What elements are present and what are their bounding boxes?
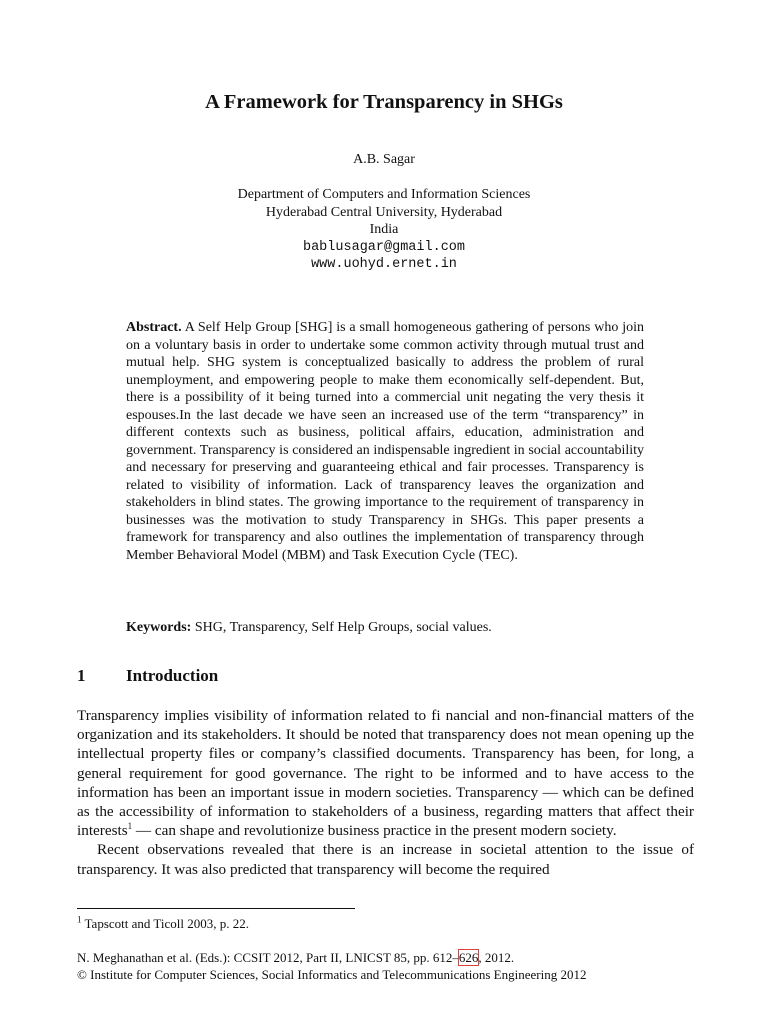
affiliation-country: India — [369, 222, 399, 237]
section-heading — [77, 666, 218, 686]
footnote-text: Tapscott and Ticoll 2003, p. 22. — [81, 916, 249, 931]
keywords — [126, 620, 644, 636]
author-email: bablusagar@gmail.com — [302, 239, 466, 255]
abstract-label: Abstract. — [126, 320, 182, 335]
page-link[interactable]: 626 — [458, 950, 479, 965]
author-affiliation — [0, 186, 768, 274]
citation-year: , 2012. — [478, 950, 515, 965]
introduction-body — [77, 706, 694, 879]
author-website: www.uohyd.ernet.in — [311, 257, 457, 272]
keywords-text: SHG, Transparency, Self Help Groups, social values. — [194, 620, 492, 635]
section-title: Introduction — [126, 666, 219, 685]
intro-p1-text: Transparency implies visibility of information related to fi nancial and non-financial matters of the organization and its stakeholders. It should be noted that transparency does not mean opening up the intellectual property files or company’s classified documents. Transparency has been, for long, a general requirement for good governance. The right to be informed and to have access to the information has been an important issue in modern societies. Transparency — which can be defined as the accessibility of information to stakeholders of a business, regarding matters that affect their interests — [77, 707, 694, 840]
keywords-label: Keywords: — [126, 620, 192, 635]
section-number: 1 — [77, 666, 86, 685]
citation-footer — [77, 950, 586, 983]
footnote-reference[interactable]: 1 — [127, 821, 133, 832]
footnote-mark: 1 — [77, 914, 82, 925]
paper-title: A Framework for Transparency in SHGs — [205, 91, 563, 113]
citation-text: N. Meghanathan et al. (Eds.): CCSIT 2012, Part II, LNICST 85, pp. 612– — [77, 950, 459, 965]
affiliation-department: Department of Computers and Information Sciences — [237, 187, 531, 202]
footnote — [77, 916, 249, 932]
citation-line — [77, 950, 586, 967]
author-name: A.B. Sagar — [353, 152, 415, 167]
intro-p1-text-end: — can shape and revolutionize business practice in the present modern society. — [132, 822, 617, 840]
footnote-rule — [77, 908, 355, 909]
intro-paragraph-2: Recent observations revealed that there is an increase in societal attention to the issue of transparency. It was also predicted that transparency will become the required — [77, 841, 694, 878]
affiliation-university: Hyderabad Central University, Hyderabad — [265, 204, 503, 220]
abstract-text: A Self Help Group [SHG] is a small homogeneous gathering of persons who join on a voluntary basis in order to undertake some common activity through mutual trust and mutual help. SHG system is conceptualized basically to address the problem of rural unemployment, and empowering people to make them economically self-dependent. But, there is a possibility of it being turned into a commercial unit negating the very thesis it espouses.In the last decade we have seen an increased use of the term “transparency” in different contexts such as business, political affairs, education, administration and government. Transparency is considered an indispensable ingredient in social accountability and necessary for preserving and guaranteeing ethical and fair processes. Transparency is related to visibility of information. Lack of transparency leaves the organization and stakeholders in blind states. The growing importance to the requirement of transparency in businesses was the motivation to study Transparency in SHGs. This paper presents a framework for transparency and also outlines the implementation of transparency through Member Behavioral Model (MBM) and Task Execution Cycle (TEC). — [126, 320, 644, 563]
copyright-line: © Institute for Computer Sciences, Social Informatics and Telecommunications Engineering 2012 — [77, 966, 587, 982]
intro-paragraph-1 — [77, 706, 694, 840]
abstract — [126, 319, 644, 564]
